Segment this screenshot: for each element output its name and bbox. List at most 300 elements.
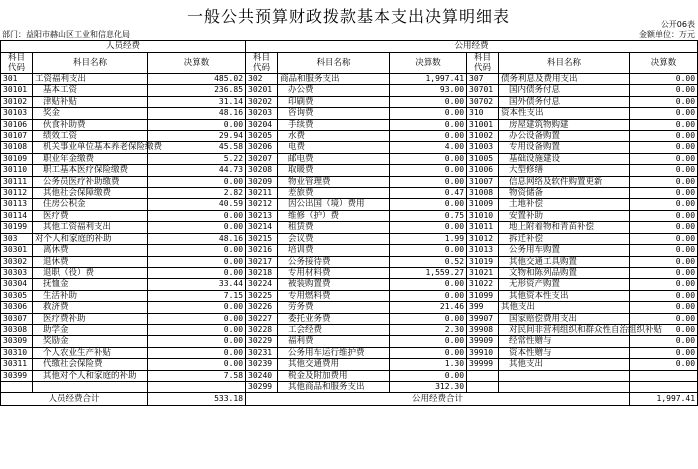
name-cell: 办公费 [278, 85, 390, 96]
name-cell: 维修（护）费 [278, 210, 390, 221]
name-cell: 住房公积金 [33, 199, 148, 210]
code-cell: 30303 [1, 267, 33, 278]
table-row [1, 188, 698, 199]
name-cell: 离休费 [33, 245, 148, 256]
name-cell: 经常性赠与 [499, 336, 630, 347]
code-cell: 30207 [246, 153, 278, 164]
name-cell: 工会经费 [278, 324, 390, 335]
code-cell: 31019 [467, 256, 499, 267]
name-cell: 医疗费补助 [33, 313, 148, 324]
name-cell: 资本性支出 [499, 108, 630, 119]
amount-cell: 0.00 [630, 313, 698, 324]
amount-cell: 0.00 [630, 85, 698, 96]
table-row [1, 131, 698, 142]
name-cell: 房屋建筑物购建 [499, 119, 630, 130]
name-cell: 伙食补助费 [33, 119, 148, 130]
name-cell: 抚恤金 [33, 279, 148, 290]
table-row [1, 245, 698, 256]
header-amount: 决算数 [630, 53, 698, 74]
code-cell: 31008 [467, 188, 499, 199]
code-cell: 30310 [1, 347, 33, 358]
name-cell: 资本性赠与 [499, 347, 630, 358]
amount-cell: 0.75 [390, 210, 467, 221]
name-cell: 大型修缮 [499, 165, 630, 176]
name-cell: 咨询费 [278, 108, 390, 119]
name-cell: 物业管理费 [278, 176, 390, 187]
table-row [1, 119, 698, 130]
amount-cell: 0.00 [630, 222, 698, 233]
amount-cell: 1.99 [390, 233, 467, 244]
name-cell: 代缴社会保险费 [33, 359, 148, 370]
amount-cell: 0.00 [630, 256, 698, 267]
amount-cell [148, 381, 246, 392]
code-cell: 30231 [246, 347, 278, 358]
amount-cell: 2.30 [390, 324, 467, 335]
unit-label: 金额单位：万元 [639, 30, 695, 39]
code-cell: 30103 [1, 108, 33, 119]
amount-cell: 0.00 [390, 313, 467, 324]
code-cell: 30202 [246, 96, 278, 107]
code-cell: 30305 [1, 290, 33, 301]
code-cell: 31013 [467, 245, 499, 256]
name-cell: 其他支出 [499, 302, 630, 313]
name-cell: 津贴补贴 [33, 96, 148, 107]
code-cell: 30209 [246, 176, 278, 187]
code-cell: 30214 [246, 222, 278, 233]
code-cell: 30201 [246, 85, 278, 96]
amount-cell: 312.30 [390, 381, 467, 392]
amount-cell: 0.00 [630, 188, 698, 199]
header-name: 科目名称 [278, 53, 390, 74]
code-cell: 30110 [1, 165, 33, 176]
personnel-total-value: 533.18 [148, 393, 246, 406]
code-cell: 301 [1, 74, 33, 85]
code-cell: 30206 [246, 142, 278, 153]
amount-cell: 21.46 [390, 302, 467, 313]
code-cell: 30102 [1, 96, 33, 107]
table-row [1, 165, 698, 176]
table-row [1, 233, 698, 244]
name-cell: 印刷费 [278, 96, 390, 107]
personnel-total-label: 人员经费合计 [1, 393, 148, 406]
name-cell: 退休费 [33, 256, 148, 267]
code-cell: 39907 [467, 313, 499, 324]
code-cell: 31011 [467, 222, 499, 233]
code-cell: 302 [246, 74, 278, 85]
amount-cell: 0.00 [630, 347, 698, 358]
amount-cell: 0.00 [148, 324, 246, 335]
name-cell: 公务接待费 [278, 256, 390, 267]
name-cell: 电费 [278, 142, 390, 153]
name-cell: 专用设备购置 [499, 142, 630, 153]
amount-cell: 48.16 [148, 233, 246, 244]
name-cell: 培训费 [278, 245, 390, 256]
report-title: 一般公共预算财政拨款基本支出决算明细表 [186, 7, 510, 26]
amount-cell: 0.00 [148, 302, 246, 313]
amount-cell: 0.00 [630, 233, 698, 244]
header-code: 科目 代码 [246, 53, 278, 74]
amount-cell: 0.00 [630, 245, 698, 256]
name-cell: 拆迁补偿 [499, 233, 630, 244]
amount-cell: 0.00 [148, 347, 246, 358]
name-cell [499, 381, 630, 392]
code-cell: 30218 [246, 267, 278, 278]
amount-cell: 0.00 [630, 302, 698, 313]
name-cell: 办公设备购置 [499, 131, 630, 142]
code-cell: 30239 [246, 359, 278, 370]
name-cell: 租赁费 [278, 222, 390, 233]
amount-cell: 0.00 [390, 176, 467, 187]
name-cell: 其他支出 [499, 359, 630, 370]
amount-cell: 0.00 [148, 336, 246, 347]
table-row [1, 108, 698, 119]
amount-cell: 45.58 [148, 142, 246, 153]
table-row [1, 85, 698, 96]
table-row [1, 370, 698, 381]
name-cell: 取暖费 [278, 165, 390, 176]
code-cell: 30302 [1, 256, 33, 267]
name-cell: 基础设施建设 [499, 153, 630, 164]
code-cell: 31006 [467, 165, 499, 176]
table-row [1, 96, 698, 107]
amount-cell: 0.00 [390, 347, 467, 358]
name-cell: 其他商品和服务支出 [278, 381, 390, 392]
code-cell: 30109 [1, 153, 33, 164]
code-cell: 399 [467, 302, 499, 313]
group-personnel: 人员经费 [1, 41, 246, 53]
code-cell: 30208 [246, 165, 278, 176]
code-cell: 307 [467, 74, 499, 85]
amount-cell: 0.00 [390, 119, 467, 130]
amount-cell: 0.00 [630, 165, 698, 176]
code-cell: 310 [467, 108, 499, 119]
code-cell: 31009 [467, 199, 499, 210]
amount-cell: 485.02 [148, 74, 246, 85]
code-cell: 30224 [246, 279, 278, 290]
table-row [1, 290, 698, 301]
code-cell: 30111 [1, 176, 33, 187]
code-cell: 31010 [467, 210, 499, 221]
amount-cell: 2.82 [148, 188, 246, 199]
amount-cell: 0.00 [148, 256, 246, 267]
name-cell: 差旅费 [278, 188, 390, 199]
name-cell: 助学金 [33, 324, 148, 335]
code-cell [467, 381, 499, 392]
amount-cell: 0.00 [630, 267, 698, 278]
amount-cell: 0.00 [630, 359, 698, 370]
amount-cell: 0.00 [390, 165, 467, 176]
name-cell: 绩效工资 [33, 131, 148, 142]
code-cell: 30304 [1, 279, 33, 290]
amount-cell: 236.85 [148, 85, 246, 96]
table-row [1, 279, 698, 290]
name-cell: 救济费 [33, 302, 148, 313]
table-row [1, 324, 698, 335]
amount-cell: 0.00 [630, 108, 698, 119]
code-cell: 39910 [467, 347, 499, 358]
table-row [1, 313, 698, 324]
amount-cell: 0.00 [630, 324, 698, 335]
name-cell: 其他资本性支出 [499, 290, 630, 301]
name-cell: 国外债务付息 [499, 96, 630, 107]
form-code: 公开06表 [660, 20, 695, 29]
name-cell: 公务用车购置 [499, 245, 630, 256]
amount-cell: 0.00 [148, 119, 246, 130]
name-cell: 被装购置费 [278, 279, 390, 290]
code-cell: 30301 [1, 245, 33, 256]
name-cell: 专用燃料费 [278, 290, 390, 301]
name-cell: 会议费 [278, 233, 390, 244]
name-cell: 职业年金缴费 [33, 153, 148, 164]
amount-cell: 0.00 [630, 96, 698, 107]
header-amount: 决算数 [390, 53, 467, 74]
code-cell: 30211 [246, 188, 278, 199]
amount-cell: 7.15 [148, 290, 246, 301]
code-cell: 30107 [1, 131, 33, 142]
amount-cell: 29.94 [148, 131, 246, 142]
header-name: 科目名称 [33, 53, 148, 74]
code-cell: 30205 [246, 131, 278, 142]
name-cell: 信息网络及软件购置更新 [499, 176, 630, 187]
code-cell: 30308 [1, 324, 33, 335]
amount-cell: 0.00 [630, 279, 698, 290]
name-cell: 文物和陈列品购置 [499, 267, 630, 278]
table-row [1, 359, 698, 370]
amount-cell: 4.00 [390, 142, 467, 153]
code-cell: 30306 [1, 302, 33, 313]
amount-cell: 0.00 [148, 267, 246, 278]
amount-cell: 0.00 [630, 210, 698, 221]
code-cell: 30309 [1, 336, 33, 347]
name-cell: 税金及附加费用 [278, 370, 390, 381]
table-row [1, 210, 698, 221]
name-cell: 奖励金 [33, 336, 148, 347]
code-cell: 30215 [246, 233, 278, 244]
amount-cell: 0.00 [630, 74, 698, 85]
code-cell: 31099 [467, 290, 499, 301]
name-cell: 退职（役）费 [33, 267, 148, 278]
header-amount: 决算数 [148, 53, 246, 74]
code-cell: 30217 [246, 256, 278, 267]
name-cell: 其他对个人和家庭的补助 [33, 370, 148, 381]
code-cell: 30702 [467, 96, 499, 107]
code-cell: 30106 [1, 119, 33, 130]
amount-cell: 0.00 [630, 290, 698, 301]
amount-cell: 0.00 [390, 153, 467, 164]
amount-cell: 0.00 [390, 370, 467, 381]
table-row [1, 74, 698, 85]
name-cell: 其他社会保障缴费 [33, 188, 148, 199]
amount-cell: 0.00 [390, 108, 467, 119]
amount-cell: 0.00 [148, 245, 246, 256]
code-cell: 30299 [246, 381, 278, 392]
code-cell: 30108 [1, 142, 33, 153]
name-cell: 其他交通费用 [278, 359, 390, 370]
code-cell: 30216 [246, 245, 278, 256]
amount-cell: 0.52 [390, 256, 467, 267]
amount-cell: 0.00 [630, 131, 698, 142]
code-cell: 30226 [246, 302, 278, 313]
name-cell: 对民间非营利组织和群众性自治组织补贴 [499, 324, 630, 335]
name-cell [33, 381, 148, 392]
code-cell: 39999 [467, 359, 499, 370]
code-cell: 30701 [467, 85, 499, 96]
code-cell: 30199 [1, 222, 33, 233]
amount-cell: 0.00 [390, 245, 467, 256]
amount-cell: 0.00 [630, 199, 698, 210]
table-row [1, 142, 698, 153]
code-cell: 30229 [246, 336, 278, 347]
name-cell: 邮电费 [278, 153, 390, 164]
name-cell: 其他交通工具购置 [499, 256, 630, 267]
code-cell: 30114 [1, 210, 33, 221]
code-cell: 30225 [246, 290, 278, 301]
name-cell: 基本工资 [33, 85, 148, 96]
table-row [1, 336, 698, 347]
table-row [1, 153, 698, 164]
amount-cell: 1,997.41 [390, 74, 467, 85]
amount-cell: 0.00 [390, 131, 467, 142]
amount-cell: 1,559.27 [390, 267, 467, 278]
name-cell: 国家赔偿费用支出 [499, 313, 630, 324]
amount-cell: 44.73 [148, 165, 246, 176]
table-row [1, 381, 698, 392]
name-cell: 土地补偿 [499, 199, 630, 210]
code-cell [1, 381, 33, 392]
department-label: 部门：益阳市赫山区工业和信息化局 [2, 30, 130, 39]
amount-cell: 0.00 [390, 199, 467, 210]
amount-cell: 0.00 [390, 290, 467, 301]
amount-cell: 0.00 [148, 359, 246, 370]
amount-cell: 1.30 [390, 359, 467, 370]
amount-cell: 0.00 [390, 222, 467, 233]
name-cell: 国内债务付息 [499, 85, 630, 96]
table-row [1, 176, 698, 187]
header-code: 科目 代码 [1, 53, 33, 74]
amount-cell: 0.00 [148, 313, 246, 324]
code-cell: 31021 [467, 267, 499, 278]
amount-cell: 0.00 [630, 336, 698, 347]
name-cell: 物资储备 [499, 188, 630, 199]
code-cell: 30113 [1, 199, 33, 210]
name-cell: 职工基本医疗保险缴费 [33, 165, 148, 176]
amount-cell: 7.58 [148, 370, 246, 381]
name-cell: 水费 [278, 131, 390, 142]
amount-cell: 0.00 [148, 176, 246, 187]
name-cell [499, 370, 630, 381]
code-cell: 30399 [1, 370, 33, 381]
amount-cell: 31.14 [148, 96, 246, 107]
code-cell: 31001 [467, 119, 499, 130]
code-cell: 30101 [1, 85, 33, 96]
expenditure-table [0, 40, 698, 406]
amount-cell: 0.47 [390, 188, 467, 199]
name-cell: 生活补助 [33, 290, 148, 301]
name-cell: 公务用车运行维护费 [278, 347, 390, 358]
name-cell: 个人农业生产补贴 [33, 347, 148, 358]
code-cell: 31012 [467, 233, 499, 244]
code-cell: 30227 [246, 313, 278, 324]
table-row [1, 302, 698, 313]
code-cell [467, 370, 499, 381]
table-row [1, 267, 698, 278]
header-code: 科目 代码 [467, 53, 499, 74]
name-cell: 公务员医疗补助缴费 [33, 176, 148, 187]
name-cell: 工资福利支出 [33, 74, 148, 85]
amount-cell: 0.00 [630, 142, 698, 153]
name-cell: 地上附着物和青苗补偿 [499, 222, 630, 233]
table-row [1, 256, 698, 267]
name-cell: 债务利息及费用支出 [499, 74, 630, 85]
header-name: 科目名称 [499, 53, 630, 74]
name-cell: 委托业务费 [278, 313, 390, 324]
code-cell: 30228 [246, 324, 278, 335]
code-cell: 31005 [467, 153, 499, 164]
table-row [1, 347, 698, 358]
amount-cell: 0.00 [148, 222, 246, 233]
amount-cell [630, 370, 698, 381]
amount-cell: 0.00 [390, 96, 467, 107]
amount-cell: 40.59 [148, 199, 246, 210]
name-cell: 福利费 [278, 336, 390, 347]
amount-cell: 0.00 [390, 336, 467, 347]
name-cell: 安置补助 [499, 210, 630, 221]
amount-cell [630, 381, 698, 392]
code-cell: 31022 [467, 279, 499, 290]
code-cell: 30307 [1, 313, 33, 324]
code-cell: 30204 [246, 119, 278, 130]
code-cell: 31002 [467, 131, 499, 142]
public-total-label: 公用经费合计 [246, 393, 630, 406]
name-cell: 无形资产购置 [499, 279, 630, 290]
code-cell: 31003 [467, 142, 499, 153]
code-cell: 30240 [246, 370, 278, 381]
code-cell: 30203 [246, 108, 278, 119]
name-cell: 因公出国（境）费用 [278, 199, 390, 210]
name-cell: 其他工资福利支出 [33, 222, 148, 233]
table-row [1, 199, 698, 210]
amount-cell: 48.16 [148, 108, 246, 119]
amount-cell: 0.00 [630, 153, 698, 164]
group-public: 公用经费 [246, 41, 698, 53]
name-cell: 手续费 [278, 119, 390, 130]
code-cell: 31007 [467, 176, 499, 187]
amount-cell: 93.00 [390, 85, 467, 96]
code-cell: 303 [1, 233, 33, 244]
code-cell: 39908 [467, 324, 499, 335]
name-cell: 奖金 [33, 108, 148, 119]
name-cell: 劳务费 [278, 302, 390, 313]
code-cell: 30112 [1, 188, 33, 199]
amount-cell: 33.44 [148, 279, 246, 290]
amount-cell: 0.00 [630, 119, 698, 130]
code-cell: 30311 [1, 359, 33, 370]
name-cell: 机关事业单位基本养老保险缴费 [33, 142, 148, 153]
amount-cell: 0.00 [390, 279, 467, 290]
name-cell: 医疗费 [33, 210, 148, 221]
amount-cell: 0.00 [630, 176, 698, 187]
public-total-value: 1,997.41 [630, 393, 698, 406]
name-cell: 对个人和家庭的补助 [33, 233, 148, 244]
name-cell: 商品和服务支出 [278, 74, 390, 85]
code-cell: 30212 [246, 199, 278, 210]
name-cell: 专用材料费 [278, 267, 390, 278]
code-cell: 39909 [467, 336, 499, 347]
table-row [1, 222, 698, 233]
code-cell: 30213 [246, 210, 278, 221]
amount-cell: 5.22 [148, 153, 246, 164]
amount-cell: 0.00 [148, 210, 246, 221]
